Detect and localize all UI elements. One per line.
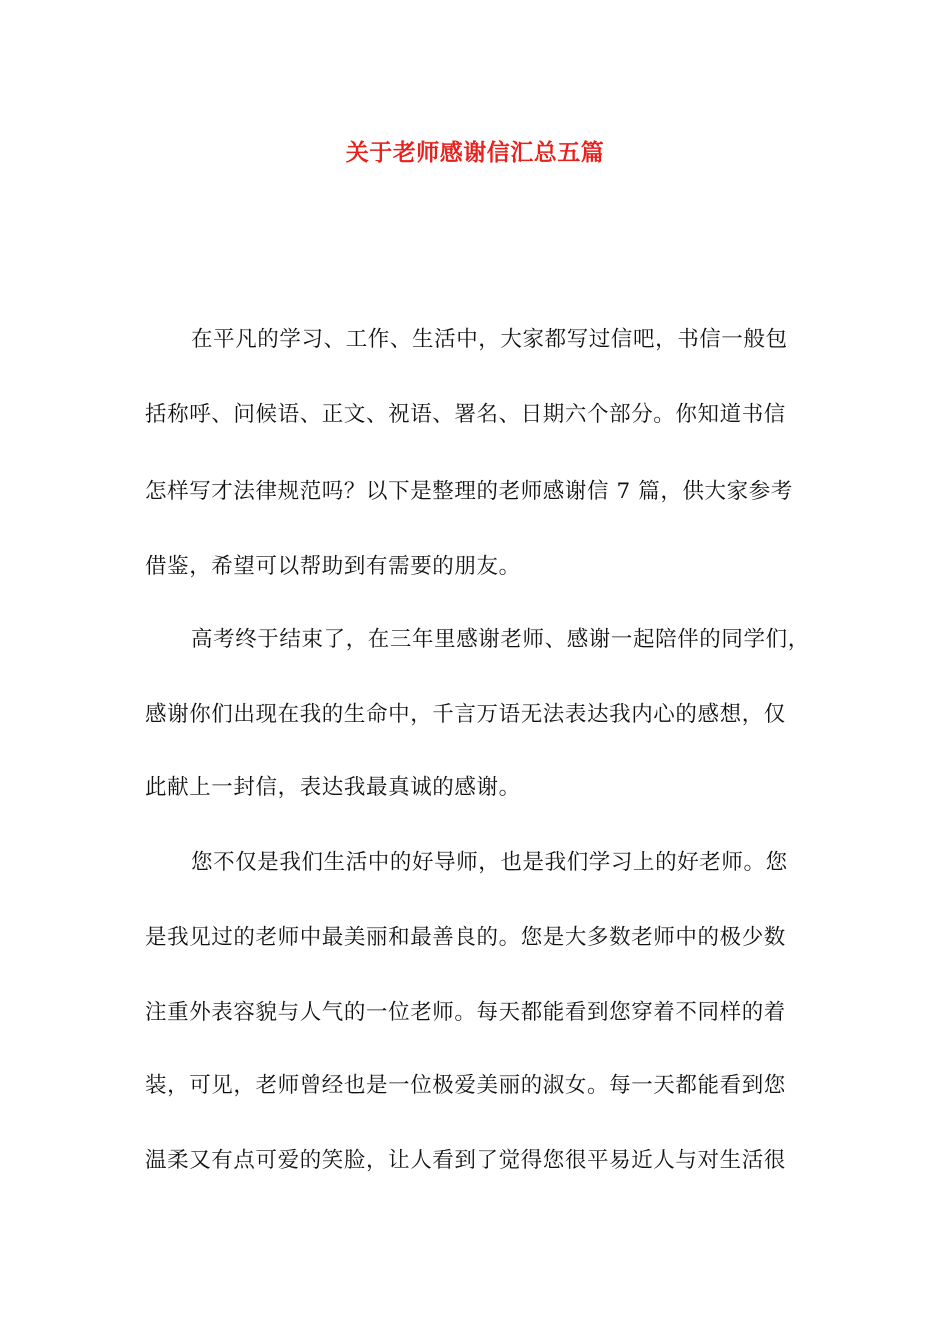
paragraph-line: 您不仅是我们生活中的好导师，也是我们学习上的好老师。您 <box>191 850 788 875</box>
paragraph-line: 温柔又有点可爱的笑脸，让人看到了觉得您很平易近人与对生活很 <box>145 1148 786 1173</box>
paragraph-line: 注重外表容貌与人气的一位老师。每天都能看到您穿着不同样的着 <box>145 1000 786 1025</box>
paragraph-line: 高考终于结束了，在三年里感谢老师、感谢一起陪伴的同学们， <box>191 627 810 652</box>
paragraph-line: 怎样写才法律规范吗？以下是整理的老师感谢信 7 篇，供大家参考 <box>145 479 793 504</box>
paragraph-line: 括称呼、问候语、正文、祝语、署名、日期六个部分。你知道书信 <box>145 402 786 427</box>
document-title: 关于老师感谢信汇总五篇 <box>345 139 605 166</box>
paragraph-line: 此献上一封信，表达我最真诚的感谢。 <box>145 775 521 800</box>
paragraph-line: 是我见过的老师中最美丽和最善良的。您是大多数老师中的极少数 <box>145 925 786 950</box>
paragraph-line: 借鉴，希望可以帮助到有需要的朋友。 <box>145 554 521 579</box>
paragraph-line: 在平凡的学习、工作、生活中，大家都写过信吧，书信一般包 <box>191 327 788 352</box>
paragraph-line: 感谢你们出现在我的生命中，千言万语无法表达我内心的感想，仅 <box>145 702 786 727</box>
paragraph-line: 装，可见，老师曾经也是一位极爱美丽的淑女。每一天都能看到您 <box>145 1073 786 1098</box>
